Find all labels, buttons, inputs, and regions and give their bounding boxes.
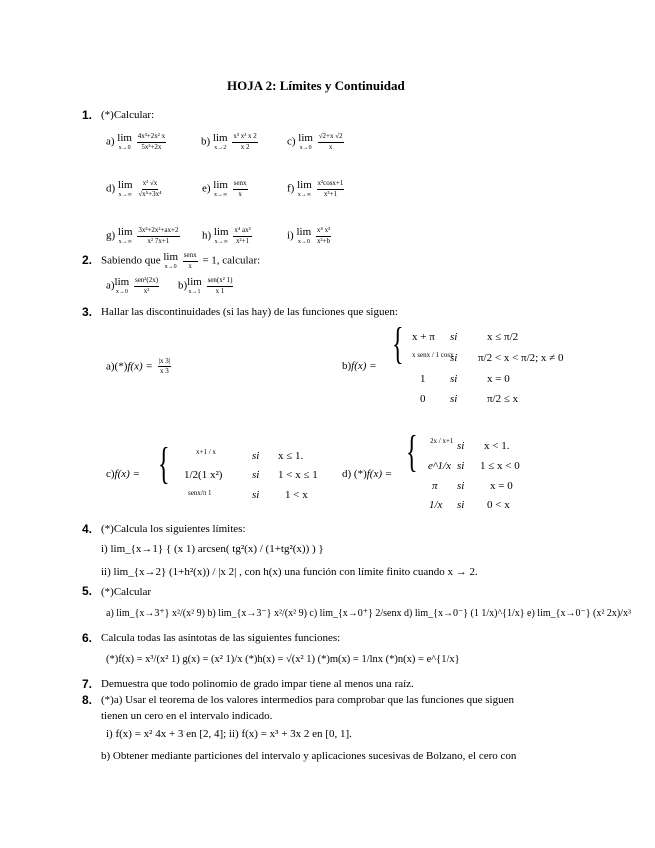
problem-1f: f) lim x→∞ $\frac{\text{x²cosx+1}}{\text{x³+1}}$ xyxy=(287,179,344,198)
problem-3d-cond: x < 1. xyxy=(484,440,510,452)
problem-8a-line1: (*)a) Usar el teorema de los valores intermedios para comprobar que las funciones que siguen xyxy=(101,694,514,706)
problem-3b-row: 0 xyxy=(420,393,426,405)
problem-1h: h) lim x→∞ $\frac{\text{x⁴ ax³}}{\text{x²+1}}$ xyxy=(202,226,251,245)
problem-3-intro: Hallar las discontinuidades (si las hay) de las funciones que siguen: xyxy=(101,306,398,318)
problem-5-intro: (*)Calcular xyxy=(101,586,152,598)
problem-1b: b) lim x→2 $\frac{\text{x³ x² x 2}}{x 2}$ xyxy=(201,132,257,151)
page-title: HOJA 2: Límites y Continuidad xyxy=(227,78,405,93)
problem-1-intro: (*)Calcular: xyxy=(101,109,155,121)
problem-1e: e) lim x→∞ $\frac{\text{senx}}{x}$ xyxy=(202,179,247,198)
problem-3d-row: e^1/x xyxy=(428,460,451,472)
problem-8a-line2: tienen un cero en el intervalo indicado. xyxy=(101,710,273,722)
problem-3c-cond: x ≤ 1. xyxy=(278,450,304,462)
problem-3d-lhs: d) (*)f(x) = xyxy=(342,468,393,480)
problem-3b-cond: x = 0 xyxy=(487,373,510,385)
problem-3c-row: 1/2(1 x²) xyxy=(184,469,223,481)
problem-3b-cond: π/2 ≤ x xyxy=(487,393,519,405)
problem-3b-si: si xyxy=(450,352,458,364)
problem-3b-cond: x ≤ π/2 xyxy=(487,331,519,343)
problem-3d-cond: 1 ≤ x < 0 xyxy=(480,460,520,472)
problem-3b-row: x + π xyxy=(412,331,435,343)
problem-3b-cond: π/2 < x < π/2; x ≠ 0 xyxy=(478,352,564,364)
problem-3d-si: si xyxy=(457,499,465,511)
problem-2a: a) lim x→0 $\frac{\text{sen²(2x)}}{\text{x²}}$ xyxy=(106,276,159,295)
problem-3c-lhs: c)f(x) = xyxy=(106,468,140,480)
problem-3c-si: si xyxy=(252,450,260,462)
problem-3d-cond: x = 0 xyxy=(490,480,513,492)
problem-1i: i) lim x→0 $\frac{\text{x⁴ x³}}{\text{x²+b}}$ xyxy=(287,226,331,245)
problem-4ii: ii) lim_{x→2} (1+h²(x)) / |x 2| , con h(x) una función con límite finito cuando x → 2. xyxy=(101,566,478,578)
problem-3b-si: si xyxy=(450,393,458,405)
problem-3b-si: si xyxy=(450,373,458,385)
problem-1g: g) lim x→∞ $\frac{\text{3x³+2x²+ax+2}}{\text{x² 7x+1}}$ xyxy=(106,226,179,245)
left-brace-icon: { xyxy=(406,427,418,476)
problem-3d-si: si xyxy=(457,480,465,492)
problem-8-number: 8. xyxy=(82,693,93,707)
problem-1a: a) lim x→0 $\frac{\text{4x³+2x² x}}{\text{5x²+2x}}$ xyxy=(106,132,166,151)
problem-8-functions: i) f(x) = x² 4x + 3 en [2, 4]; ii) f(x) = x³ + 3x 2 en [0, 1]. xyxy=(106,728,352,740)
problem-7-number: 7. xyxy=(82,677,93,691)
problem-3d-si: si xyxy=(457,460,465,472)
problem-1c: c) lim x→0 $\frac{√2+x √2}{x}$ xyxy=(287,132,343,151)
problem-5-items: a) lim_{x→3⁺} x²/(x² 9) b) lim_{x→3⁻} x²/(x² 9) c) lim_{x→0⁺} 2/senx d) lim_{x→0⁻} (1 1/x)^{1/x} e) lim_{x→0⁻} (x² 2x)/x³ xyxy=(106,608,631,619)
problem-5-number: 5. xyxy=(82,584,93,598)
problem-3c-cond: 1 < x ≤ 1 xyxy=(278,469,318,481)
problem-6-number: 6. xyxy=(82,631,93,645)
problem-6-items: (*)f(x) = x³/(x² 1) g(x) = (x² 1)/x (*)h(x) = √(x² 1) (*)m(x) = 1/lnx (*)n(x) = e^{1/x} xyxy=(106,654,460,665)
problem-1d: d) lim x→∞ $\frac{\text{x² √x}}{\text{√x⁵+3x⁴}}$ xyxy=(106,179,162,198)
problem-3c-si: si xyxy=(252,469,260,481)
problem-3b-si: si xyxy=(450,331,458,343)
problem-4-intro: (*)Calcula los siguientes límites: xyxy=(101,523,246,535)
problem-3d-row: π xyxy=(432,480,438,492)
problem-3d-row: 1/x xyxy=(429,499,443,511)
problem-3c-cond: 1 < x xyxy=(285,489,308,501)
problem-7-text: Demuestra que todo polinomio de grado impar tiene al menos una raíz. xyxy=(101,678,414,690)
problem-3c-row: senx/π 1 xyxy=(188,489,212,497)
problem-4-number: 4. xyxy=(82,522,93,536)
problem-3c-si: si xyxy=(252,489,260,501)
problem-8b: b) Obtener mediante particiones del intervalo y aplicaciones sucesivas de Bolzano, el cero con xyxy=(101,750,517,762)
problem-3b-row: x senx / 1 cosx xyxy=(412,351,454,359)
problem-2b: b) lim x→1 $\frac{\text{sen(x² 1)}}{x 1}$ xyxy=(178,276,233,295)
problem-3b-lhs: b)f(x) = xyxy=(342,360,377,372)
problem-1-number: 1. xyxy=(82,108,93,122)
problem-3d-row: 2x / x+1 xyxy=(430,437,454,445)
problem-3d-cond: 0 < x xyxy=(487,499,510,511)
problem-3d-si: si xyxy=(457,440,465,452)
problem-6-intro: Calcula todas las asíntotas de las siguientes funciones: xyxy=(101,632,341,644)
left-brace-icon: { xyxy=(392,319,404,368)
problem-3c-row: x+1 / x xyxy=(196,448,216,456)
problem-3a: a)(*)f(x) = $\frac{|x 3|}{x 3}$ xyxy=(106,357,171,376)
problem-2-statement: Sabiendo que lim x→0 $\frac{\text{senx}}{x}$ = 1, calcular: xyxy=(101,251,261,270)
problem-3-number: 3. xyxy=(82,305,93,319)
problem-3b-row: 1 xyxy=(420,373,426,385)
problem-4i: i) lim_{x→1} { (x 1) arcsen( tg²(x) / (1+tg²(x)) ) } xyxy=(101,543,324,555)
problem-2-number: 2. xyxy=(82,253,93,267)
left-brace-icon: { xyxy=(158,439,170,488)
